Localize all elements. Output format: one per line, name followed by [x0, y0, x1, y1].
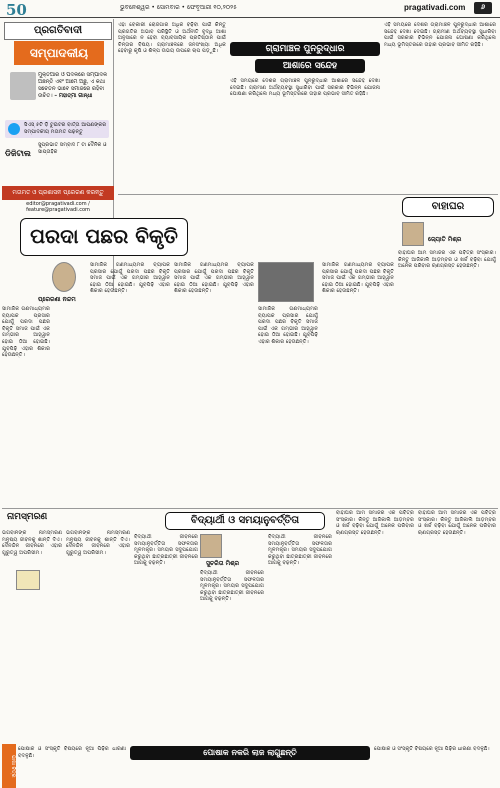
author-bio: ସାମାଜିକ ଗଣମାଧ୍ୟମର ବ୍ୟାପକ ପ୍ରସାର ଯୋଗୁଁ ପରଦା ପଛର ବିକୃତି ସମାଜ ପାଇଁ ଏକ ଗମ୍ଭୀର ଆହ୍ୱାନ ହୋଇ ଠିଆ ହୋଇଛି। ଯୁବପିଢ଼ି ଏହାର ଶିକାର ହେଉଛନ୍ତି। [2, 306, 50, 359]
headline-line1: ଗ୍ରାମାଞ୍ଚଳ ପୁନରୁଦ୍ଧାର [230, 42, 380, 56]
article-column: ସାମାଜିକ ଗଣମାଧ୍ୟମର ବ୍ୟାପକ ପ୍ରସାର ଯୋଗୁଁ ପରଦା ପଛର ବିକୃତି ସମାଜ ପାଇଁ ଏକ ଗମ୍ଭୀର ଆହ୍ୱାନ ହୋଇ ଠିଆ ହୋଇଛି। ଯୁବପିଢ଼ି ଏହାର ଶିକାର ହେଉଛନ୍ତି। [258, 306, 318, 345]
vidyarthi-headline: ବିଦ୍ୟାର୍ଥୀ ଓ ସମୟାନୁବର୍ତ୍ତିତା [165, 512, 325, 530]
article-column: ପୋଷାକ ଓ ସଂସ୍କୃତି ବିଷୟରେ ନୂଆ ପିଢ଼ିର ଧାରଣା ବଦଳୁଛି। [18, 746, 126, 759]
contact-email[interactable]: editor@pragativadi.com / feature@pragativadi.com [26, 201, 90, 213]
bahaghar-headline: ବାହାଘର [402, 197, 494, 217]
article-column: ବିଦ୍ୟାର୍ଥୀ ଜୀବନରେ ସମୟାନୁବର୍ତ୍ତିତା ସଫଳତାର ମୂଳମନ୍ତ୍ର। ସମୟର ସଦୁପଯୋଗ କରୁଥିବା ଛାତ୍ରଛାତ୍ରୀ ଜୀବନରେ ଆଗକୁ ବଢ଼ନ୍ତି। [200, 570, 264, 603]
website-link[interactable]: pragativadi.com [404, 3, 466, 12]
article-column: ସାମାଜିକ ଗଣମାଧ୍ୟମର ବ୍ୟାପକ ପ୍ରସାର ଯୋଗୁଁ ପରଦା ପଛର ବିକୃତି ସମାଜ ପାଇଁ ଏକ ଗମ୍ଭୀର ଆହ୍ୱାନ ହୋଇ ଠିଆ ହୋଇଛି। ଯୁବପିଢ଼ି ଏହାର ଶିକାର ହେଉଛନ୍ତି। [90, 262, 170, 295]
side-label: ଭାଷା ଚିତ୍ର [2, 744, 16, 788]
article-column: ବାହାଘର ଆମ ସମାଜର ଏକ ପବିତ୍ର ସଂସ୍କାର। କିନ୍ତୁ ଆଜିକାଲି ଆଡ଼ମ୍ବର ଓ ଖର୍ଚ୍ଚ ବଢ଼ିବା ଯୋଗୁଁ ଅନେକ ପରିବାର ଋଣଗ୍ରସ୍ତ ହେଉଛନ୍ତି। [398, 250, 496, 270]
divider [118, 194, 498, 195]
article-column: ପୋଷାକ ଓ ସଂସ୍କୃତି ବିଷୟରେ ନୂଆ ପିଢ଼ିର ଧାରଣା ବଦଳୁଛି। [374, 746, 490, 752]
anniversary-logo: 50 [6, 1, 27, 19]
page-number: ୬ [474, 2, 492, 14]
gandhi-quote: ମୁକ୍ତିଆର ଓ ପଦକରେ ସମ୍ପାଦକ ଅଛନ୍ତି ଏବଂ ଆମେ ଅଛୁ, ଏ କଥା ସଚେତନ ଭାବେ ସମାଜରେ ରହିବା ଉଚିତ। – ମହାତ୍ମା ଗାନ୍ଧୀ [38, 72, 108, 99]
twitter-icon[interactable] [8, 123, 20, 135]
article-column: ବାହାଘର ଆମ ସମାଜର ଏକ ପବିତ୍ର ସଂସ୍କାର। କିନ୍ତୁ ଆଜିକାଲି ଆଡ଼ମ୍ବର ଓ ଖର୍ଚ୍ଚ ବଢ଼ିବା ଯୋଗୁଁ ଅନେକ ପରିବାର ଋଣଗ୍ରସ୍ତ ହେଉଛନ୍ତି। [336, 510, 414, 536]
article-column: ସାମାଜିକ ଗଣମାଧ୍ୟମର ବ୍ୟାପକ ପ୍ରସାର ଯୋଗୁଁ ପରଦା ପଛର ବିକୃତି ସମାଜ ପାଇଁ ଏକ ଗମ୍ଭୀର ଆହ୍ୱାନ ହୋଇ ଠିଆ ହୋଇଛି। ଯୁବପିଢ଼ି ଏହାର ଶିକାର ହେଉଛନ୍ତି। [174, 262, 254, 295]
article-column: ଏହି ସମୟରେ ଦେଶର ଗ୍ରାମାଞ୍ଚଳ ପୁନରୁଦ୍ଧାର ଆଶାରେ ସନ୍ଦେହ ଦେଖା ଦେଇଛି। ଗ୍ରାମୀଣ ଅର୍ଥବ୍ୟବସ୍ଥା ସୁଧାରିବା ପାଇଁ ସରକାର ବିଭିନ୍ନ ଯୋଜନା ଘୋଷଣା କରିଥିଲେ ମଧ୍ୟ ଭୂମିସ୍ତରରେ ତାହାର ପ୍ରଭାବ ସୀମିତ ରହିଛି। [230, 78, 380, 98]
social-handle: ଡିଜିଟାଲ [5, 149, 31, 158]
main-headline: ପରଦା ପଛର ବିକୃତି [20, 218, 188, 256]
article-column: ବିଦ୍ୟାର୍ଥୀ ଜୀବନରେ ସମୟାନୁବର୍ତ୍ତିତା ସଫଳତାର ମୂଳମନ୍ତ୍ର। ସମୟର ସଦୁପଯୋଗ କରୁଥିବା ଛାତ୍ରଛାତ୍ରୀ ଜୀବନରେ ଆଗକୁ ବଢ଼ନ୍ତି। [268, 534, 332, 567]
author-name: ସୁଚରିତା ମିଶ୍ର [206, 560, 240, 567]
author-photo [52, 262, 76, 292]
article-column: ବିଦ୍ୟାର୍ଥୀ ଜୀବନରେ ସମୟାନୁବର୍ତ୍ତିତା ସଫଳତାର ମୂଳମନ୍ତ୍ର। ସମୟର ସଦୁପଯୋଗ କରୁଥିବା ଛାତ୍ରଛାତ୍ରୀ ଜୀବନରେ ଆଗକୁ ବଢ଼ନ୍ତି। [134, 534, 198, 567]
gandhi-portrait [10, 72, 36, 100]
article-column: ଏହି ସମୟରେ ଦେଶର ଗ୍ରାମାଞ୍ଚଳ ପୁନରୁଦ୍ଧାର ଆଶାରେ ସନ୍ଦେହ ଦେଖା ଦେଇଛି। ଗ୍ରାମୀଣ ଅର୍ଥବ୍ୟବସ୍ଥା ସୁଧାରିବା ପାଇଁ ସରକାର ବିଭିନ୍ନ ଯୋଜନା ଘୋଷଣା କରିଥିଲେ ମଧ୍ୟ ଭୂମିସ୍ତରରେ ତାହାର ପ୍ରଭାବ ସୀମିତ ରହିଛି। [384, 22, 496, 48]
editorial-title: ସମ୍ପାଦକୀୟ [14, 41, 104, 65]
social-note: ସୁପ୍ରଭାତ ସମ୍ବାଦ ୮ ଟା ଦୈନିକ ଓ ସାପ୍ତାହିକ [38, 142, 107, 155]
article-column: ବାହାଘର ଆମ ସମାଜର ଏକ ପବିତ୍ର ସଂସ୍କାର। କିନ୍ତୁ ଆଜିକାଲି ଆଡ଼ମ୍ବର ଓ ଖର୍ଚ୍ଚ ବଢ଼ିବା ଯୋଗୁଁ ଅନେକ ପରିବାର ଋଣଗ୍ରସ୍ତ ହେଉଛନ୍ତି। [418, 510, 496, 536]
page-footer [0, 778, 500, 788]
submission-banner: ମତାମତ ଓ ପ୍ରଶାସନ ପ୍ରେରଣ କରନ୍ତୁ [2, 186, 114, 200]
article-column: ଭଗବାନଙ୍କ ନାମସ୍ମରଣ ମନୁଷ୍ୟ ଜୀବନକୁ ଶାନ୍ତି ଦିଏ। ଦୈନନ୍ଦିନ ଜୀବନରେ ଏହାର ଗୁରୁତ୍ୱ ଅପରିସୀମ। [66, 530, 130, 556]
article-photo [258, 262, 314, 302]
divider [2, 508, 498, 509]
namasmaran-headline: ନାମସ୍ମରଣ [7, 512, 48, 522]
follow-text: ସିଏସ୍ ୫ଟି ଡ଼ି ଟୁଇଟର ବାର୍ତ୍ତା ଆପଣଙ୍କର ସମ୍ପାଦକୀୟ ମତାମତ ପଢ଼ନ୍ତୁ [24, 122, 107, 135]
brand-name: ପ୍ରଗତିବାଦୀ [4, 22, 112, 40]
author-name: ପ୍ରେରଣା ନନ୍ଦମ [38, 296, 76, 303]
article-column: ଭଗବାନଙ୍କ ନାମସ୍ମରଣ ମନୁଷ୍ୟ ଜୀବନକୁ ଶାନ୍ତି ଦିଏ। ଦୈନନ୍ଦିନ ଜୀବନରେ ଏହାର ଗୁରୁତ୍ୱ ଅପରିସୀମ। [2, 530, 62, 556]
article-column: ଏହା ବେକାରୀ ରୋଜଗାର ଅଧିକ ବଢ଼ିବା ପାଇଁ କିନ୍ତୁ ପ୍ରଗତିର ଅଭାବ ପରିସ୍ଥିତି ଓ ଅର୍ଥନୀତି ବୃଦ୍ଧି ଆଶା ଅନୁସାରେ ନ ହେବା ବ୍ୟାବସାୟିକ ପ୍ରତିଷ୍ଠାନ ପାଇଁ ଚିନ୍ତାର ବିଷୟ। ଗ୍ରାମାଞ୍ଚଳରେ ଜନସଂଖ୍ୟା ଅଧିକ ହେବାରୁ କୃଷି ଓ ଶିଳ୍ପ ଉଭୟ ଉପରେ ଚାପ ପଡ଼ୁଛି। [118, 22, 226, 55]
headline-line2: ଆଶାରେ ସନ୍ଦେହ [255, 59, 365, 73]
author-photo [402, 222, 424, 246]
author-photo [200, 534, 222, 558]
bottom-headline: ପୋଷାକ ନକରି ଲାଜ ଲାଗୁଛନ୍ତି [130, 746, 370, 760]
lotus-image [16, 570, 40, 590]
issue-date: ଭୁବନେଶ୍ୱର • ସୋମବାର • ଫେବୃଆରୀ ୧୦,୨୦୨୫ [120, 4, 237, 11]
author-name: ଜ୍ୟୋତି ମିଶ୍ର [428, 236, 462, 243]
article-column: ସାମାଜିକ ଗଣମାଧ୍ୟମର ବ୍ୟାପକ ପ୍ରସାର ଯୋଗୁଁ ପରଦା ପଛର ବିକୃତି ସମାଜ ପାଇଁ ଏକ ଗମ୍ଭୀର ଆହ୍ୱାନ ହୋଇ ଠିଆ ହୋଇଛି। ଯୁବପିଢ଼ି ଏହାର ଶିକାର ହେଉଛନ୍ତି। [322, 262, 394, 295]
